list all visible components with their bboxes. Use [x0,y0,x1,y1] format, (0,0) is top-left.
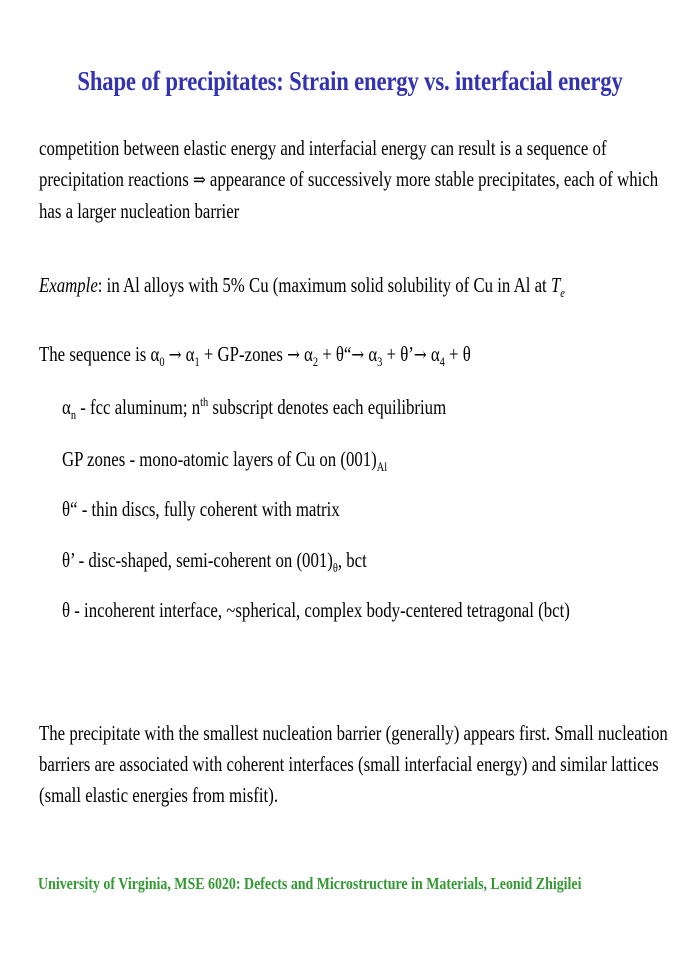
intro-line-1: competition between elastic energy and interfacial energy can result is a sequence of [39,136,607,160]
theta-term: + θ [444,342,471,366]
alpha-0: $\alpha_0$ [150,342,165,369]
arrow-icon: → [287,344,300,366]
alpha-3: $\alpha_3$ [368,342,383,369]
intro-line-2-start: precipitation reactions [39,167,193,191]
conclusion-line-2: barriers are associated with coherent interfaces (small interfacial energy) and similar lattices [39,752,659,776]
precipitation-sequence [39,339,471,371]
list-item-alpha-n: $\alpha_n$ - fcc aluminum; $n^{th}$ subscript denotes each equilibrium [62,394,447,422]
alpha-1: $\alpha_1$ [185,342,200,369]
conclusion-line-1: The precipitate with the smallest nucleation barrier (generally) appears first. Small nucleation [39,721,668,745]
example-text: : in Al alloys with 5% Cu (maximum solid solubility of Cu in Al at [97,273,551,297]
arrow-icon: → [413,344,427,366]
theta-prime-term: + θ’ [382,342,414,366]
alpha-2: $\alpha_2$ [304,342,319,369]
arrow-icon: → [351,344,365,366]
list-item-theta-double-prime: θ“ - thin discs, fully coherent with matrix [62,497,340,521]
slide-title: Shape of precipitates: Strain energy vs. interfacial energy [77,66,623,96]
example-label: Example [39,273,98,297]
gp-zones-term: + GP-zones [199,342,288,366]
arrow-icon: → [168,344,182,366]
list-item-theta: θ - incoherent interface, ~spherical, complex body-centered tetragonal (bct) [62,598,570,622]
conclusion-line-3: (small elastic energies from misfit). [39,783,279,807]
eutectic-temperature-symbol: T [550,273,561,297]
eutectic-temperature-subscript: e [560,285,565,300]
intro-line-3: has a larger nucleation barrier [39,199,240,223]
list-item-theta-prime: θ’ - disc-shaped, semi-coherent on $(001)_\theta$, bct [62,548,367,575]
footer-credit: University of Virginia, MSE 6020: Defects and Microstructure in Materials, Leonid Zhigilei [38,874,582,893]
intro-paragraph [39,133,658,227]
theta-double-prime-term: + θ“ [318,342,352,366]
list-item-gp-zones: GP zones - mono-atomic layers of Cu on $(001)_{Al}$ [62,447,388,474]
example-line [39,270,565,301]
alpha-4: $\alpha_4$ [430,342,445,369]
implies-arrow-icon: ⇒ [192,169,206,191]
conclusion-paragraph [39,718,668,811]
sequence-lead: The sequence is [39,342,151,366]
intro-line-2 [39,164,658,196]
intro-line-2-end: appearance of successively more stable precipitates, each of which [205,167,659,191]
